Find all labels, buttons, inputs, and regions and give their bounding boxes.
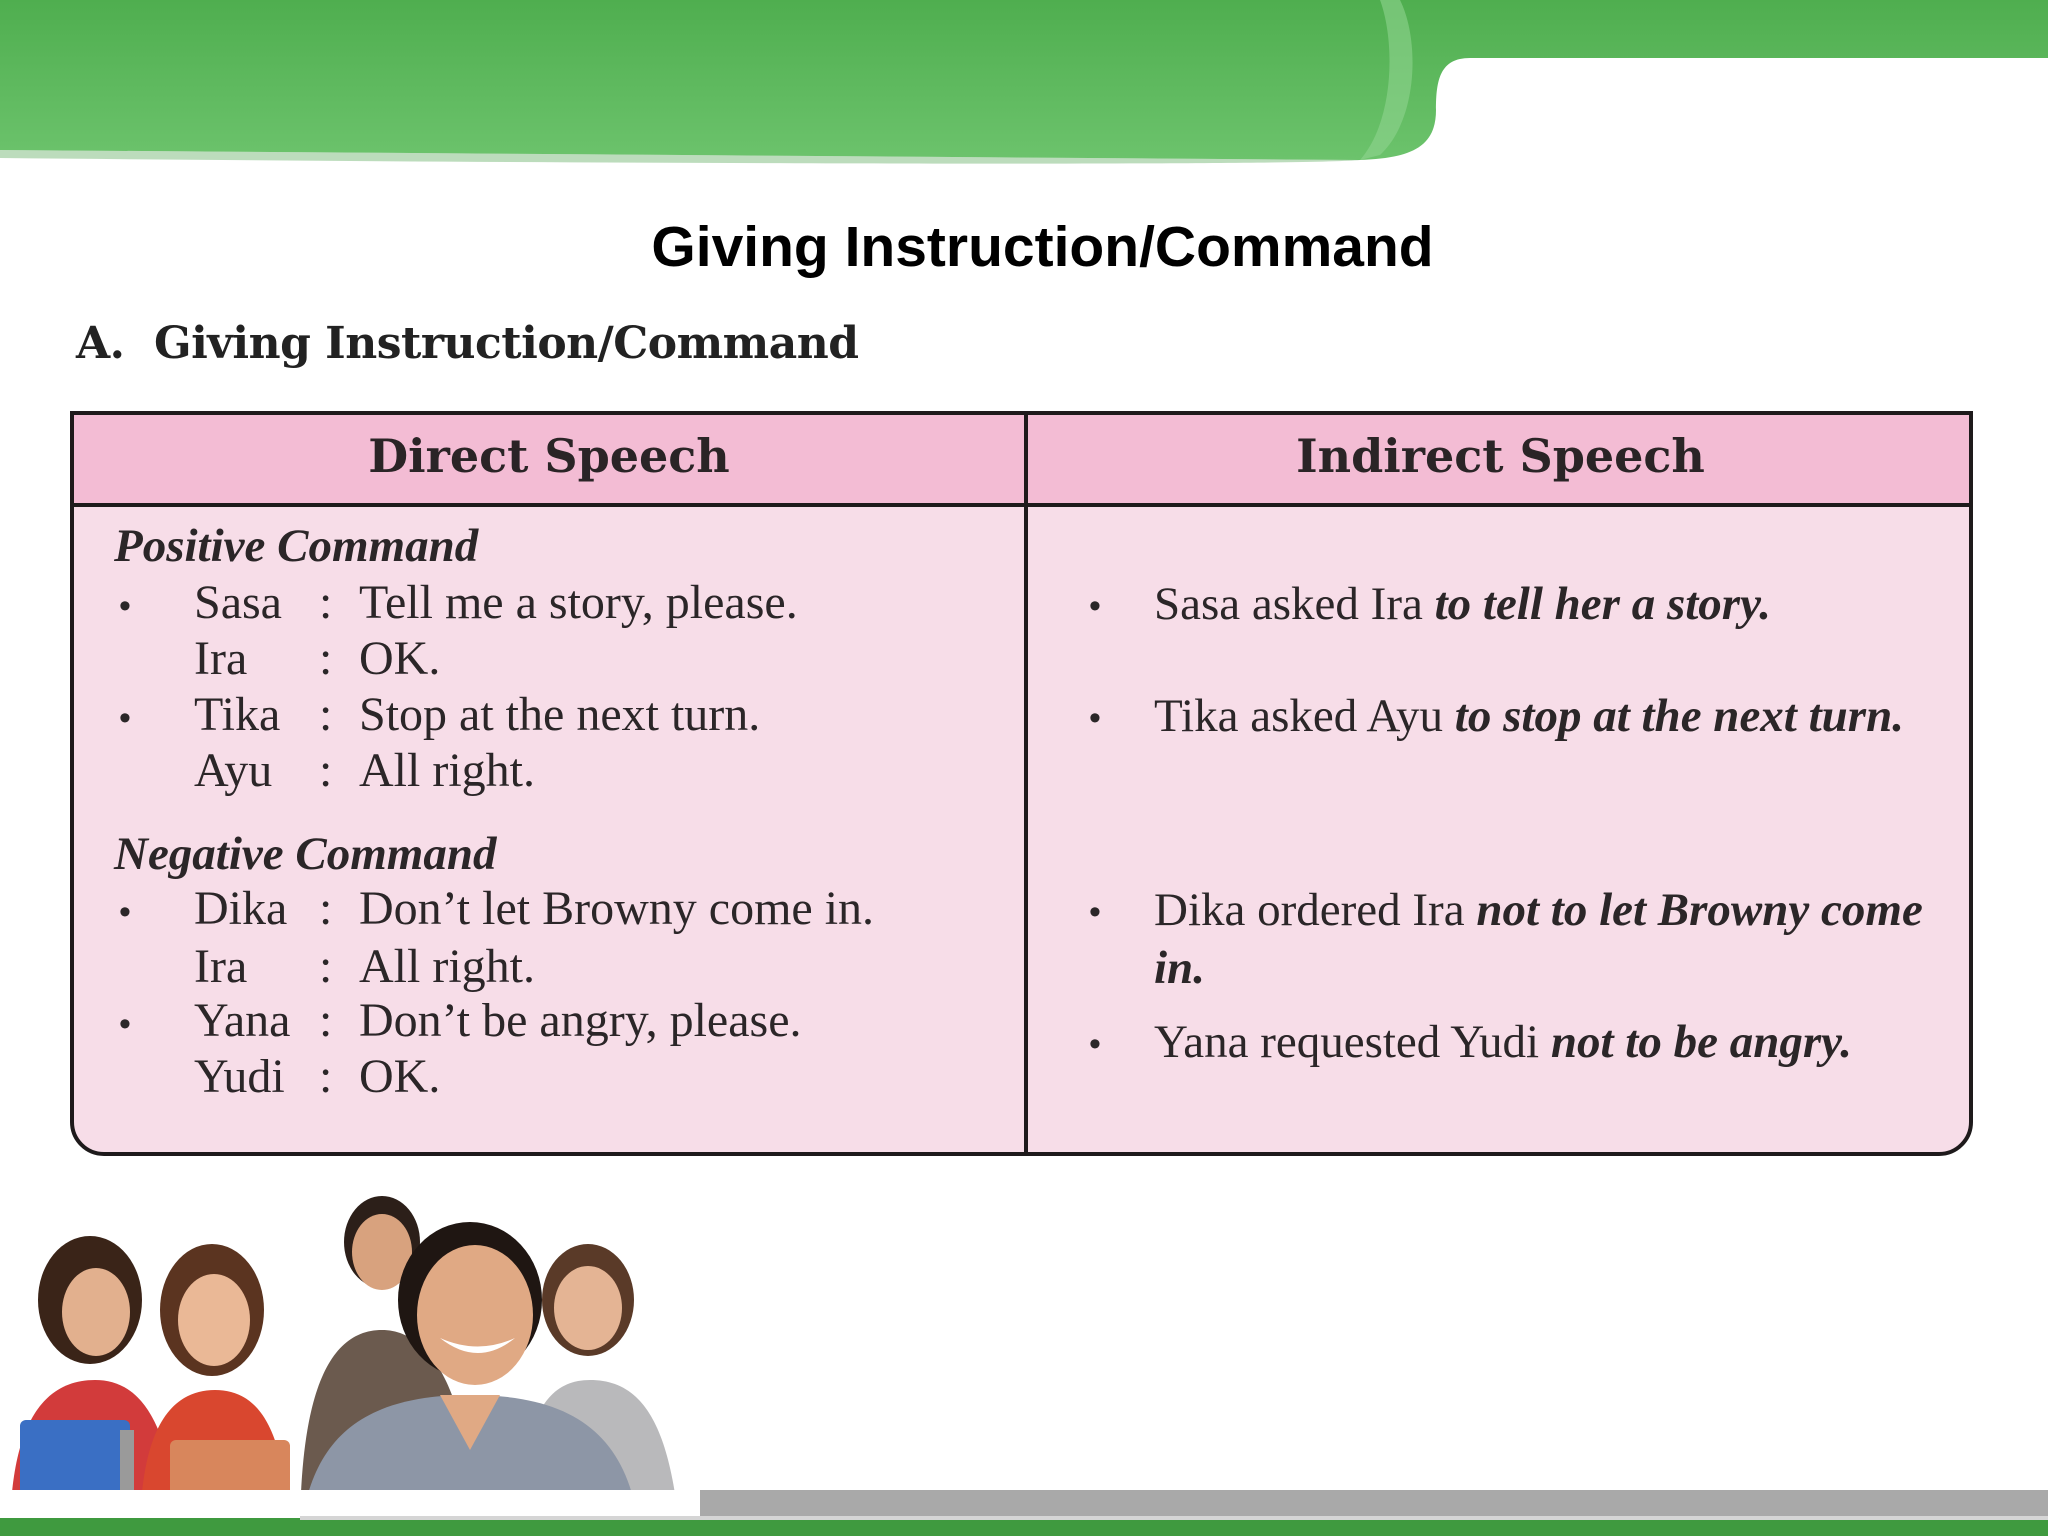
section-letter: A. xyxy=(76,318,125,369)
slide-title: Giving Instruction/Command xyxy=(651,215,1434,279)
bullet: • xyxy=(1089,893,1101,931)
indirect-plain: Sasa asked Ira xyxy=(1154,578,1435,630)
bullet: • xyxy=(119,1005,131,1043)
utterance: All right. xyxy=(359,744,535,797)
bullet: • xyxy=(119,587,131,625)
utterance: OK. xyxy=(359,1050,441,1103)
speaker: Ira xyxy=(194,632,248,685)
colon: : xyxy=(319,882,333,935)
colon: : xyxy=(319,576,333,629)
utterance: Don’t be angry, please. xyxy=(359,994,802,1047)
utterance: Tell me a story, please. xyxy=(359,576,798,629)
indirect-sentence xyxy=(1154,881,1934,997)
speaker: Yudi xyxy=(194,1050,285,1103)
utterance: Stop at the next turn. xyxy=(359,688,761,741)
indirect-emphasis: not to let Browny come in. xyxy=(1154,884,1923,994)
colon: : xyxy=(319,744,333,797)
indirect-plain: Tika asked Ayu xyxy=(1154,690,1455,742)
indirect-emphasis: not to be angry. xyxy=(1550,1016,1853,1068)
header-direct-speech: Direct Speech xyxy=(368,429,730,483)
speaker: Dika xyxy=(194,882,288,935)
speaker: Tika xyxy=(194,688,281,741)
speech-table xyxy=(70,411,1973,1156)
header-indirect-speech: Indirect Speech xyxy=(1296,429,1705,483)
speaker: Ira xyxy=(194,940,248,993)
indirect-emphasis: to stop at the next turn. xyxy=(1454,690,1904,742)
column-divider xyxy=(1024,415,1028,1152)
bullet: • xyxy=(119,699,131,737)
positive-command-heading: Positive Command xyxy=(114,520,479,572)
bullet: • xyxy=(1089,587,1101,625)
section-title: Giving Instruction/Command xyxy=(154,318,859,369)
indirect-sentence xyxy=(1154,687,1934,745)
colon: : xyxy=(319,632,333,685)
utterance: All right. xyxy=(359,940,535,993)
indirect-sentence xyxy=(1154,1013,1934,1071)
utterance: OK. xyxy=(359,632,441,685)
indirect-plain: Dika ordered Ira xyxy=(1154,884,1477,936)
footer-bar xyxy=(0,1490,2048,1536)
colon: : xyxy=(319,940,333,993)
top-banner xyxy=(0,0,2048,170)
indirect-plain: Yana requested Yudi xyxy=(1154,1016,1551,1068)
utterance: Don’t let Browny come in. xyxy=(359,882,875,935)
colon: : xyxy=(319,994,333,1047)
indirect-sentence xyxy=(1154,575,1934,633)
speaker: Ayu xyxy=(194,744,273,797)
indirect-emphasis: to tell her a story. xyxy=(1434,578,1771,630)
table-header xyxy=(74,415,1969,507)
negative-command-heading: Negative Command xyxy=(114,828,497,880)
bullet: • xyxy=(119,893,131,931)
students-photo xyxy=(0,1190,720,1536)
section-heading xyxy=(76,318,858,369)
bullet: • xyxy=(1089,699,1101,737)
colon: : xyxy=(319,1050,333,1103)
colon: : xyxy=(319,688,333,741)
bullet: • xyxy=(1089,1025,1101,1063)
speaker: Yana xyxy=(194,994,291,1047)
speaker: Sasa xyxy=(194,576,282,629)
